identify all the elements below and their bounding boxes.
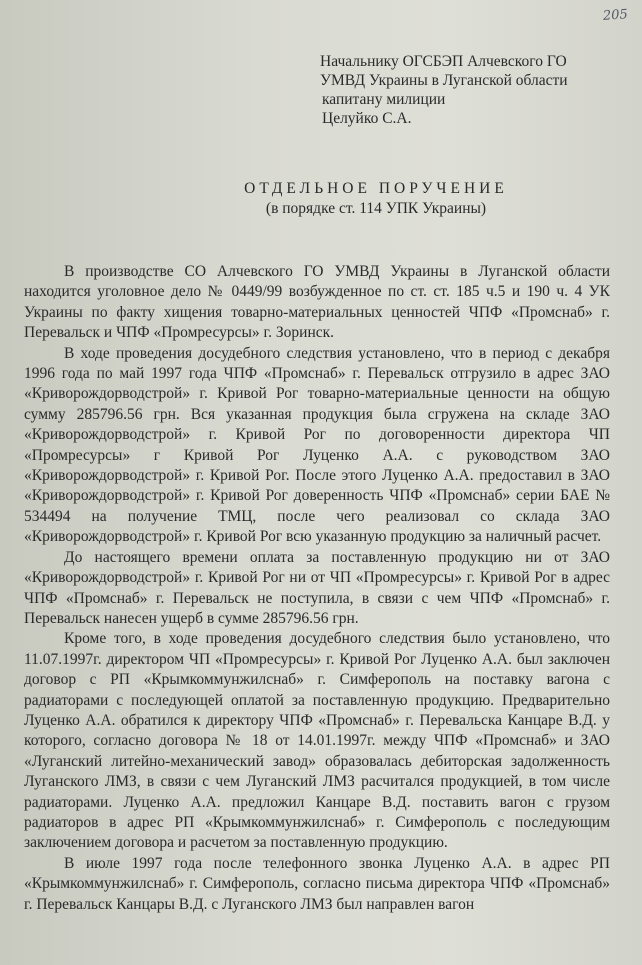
addressee-line: Целуйко С.А. (322, 110, 412, 127)
document-body (24, 262, 610, 915)
addressee-block (320, 52, 620, 128)
title-block (0, 180, 642, 218)
paragraph: В июле 1997 года после телефонного звонка Луценко А.А. в адрес РП «Крымкоммунжилснаб» г. Симферополь, согласно письма директора ЧПФ «Промснаб» г. Перевальск Канцары В.Д. с Луганского ЛМЗ был направлен вагон (24, 854, 610, 913)
addressee-line: УМВД Украины в Луганской области (320, 72, 568, 89)
addressee-line: капитану милиции (322, 91, 446, 108)
addressee-line: Начальнику ОГСБЭП Алчевского ГО (320, 53, 567, 70)
document-title: ОТДЕЛЬНОЕ ПОРУЧЕНИЕ (244, 180, 508, 197)
document-subtitle: (в порядке ст. 114 УПК Украины) (265, 200, 487, 217)
paragraph: Кроме того, в ходе проведения досудебного следствия было установлено, что 11.07.1997г. директором ЧП «Промресурсы» г. Кривой Рог Луценко А.А. был заключен договор с РП «Крымкоммунжилснаб» г. Симферополь на поставку вагона с радиаторами с последующей оплатой за поставленную продукцию. Предварительно Луценко А.А. обратился к директору ЧПФ «Промснаб» г. Перевальска Канцаре В.Д. у которого, согласно договора № 18 от 14.01.1997г. между ЧПФ «Промснаб» и ЗАО «Луганский литейно-механический завод» образовалась дебиторская задолженность Луганского ЛМЗ, в связи с чем Луганский ЛМЗ расчитался продукцией, в том числе радиаторами. Луценко А.А. предложил Канцаре В.Д. поставить вагон с грузом радиаторов в адрес РП «Крымкоммунжилснаб» г. Симферополь с последующим заключением договора и расчетом за поставленную продукцию. (24, 630, 610, 852)
paragraph: В ходе проведения досудебного следствия установлено, что в период с декабря 1996 года по май 1997 года ЧПФ «Промснаб» г. Перевальск отгрузило в адрес ЗАО «Криворождорводстрой» г. Кривой Рог товарно-материальные ценности на общую сумму 285796.56 грн. Вся указанная продукция была сгружена на складе ЗАО «Криворождорводстрой» г. Кривой Рог по договоренности директора ЧП «Промресурсы» г Кривой Рог Луценко А.А. с руководством ЗАО «Криворождорводстрой» г. Кривой Рог. После этого Луценко А.А. предоставил в ЗАО «Криворождорводстрой» г. Кривой Рог доверенность ЧПФ «Промснаб» серии БАЕ № 534494 на получение ТМЦ, после чего реализовал со склада ЗАО «Криворождорводстрой» г. Кривой Рог всю указанную продукцию за наличный расчет. (24, 344, 610, 546)
paragraph: До настоящего времени оплата за поставленную продукцию ни от ЗАО «Криворождорводстрой» г. Кривой Рог ни от ЧП «Промресурсы» г. Кривой Рог в адрес ЧПФ «Промснаб» г. Перевальск не поступила, в связи с чем ЧПФ «Промснаб» г. Перевальск нанесен ущерб в сумме 285796.56 грн. (24, 548, 610, 627)
page-number: 205 (602, 7, 629, 24)
paragraph: В производстве СО Алчевского ГО УМВД Украины в Луганской области находится уголовное дело № 0449/99 возбужденное по ст. ст. 185 ч.5 и 190 ч. 4 УК Украины по факту хищения товарно-материальных ценностей ЧПФ «Промснаб» г. Перевальск и ЧПФ «Промресурсы» г. Зоринск. (24, 263, 610, 342)
